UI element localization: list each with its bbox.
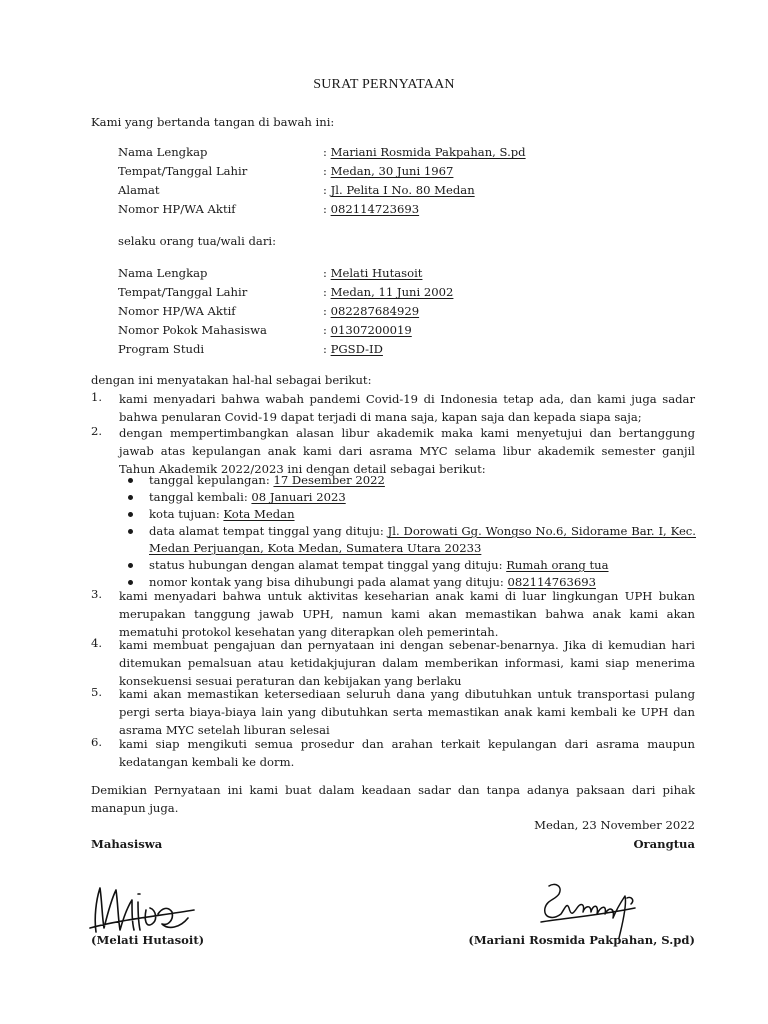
student-birth-value: : Medan, 11 Juni 2002 bbox=[323, 285, 454, 299]
parent-birth-value: : Medan, 30 Juni 1967 bbox=[323, 164, 454, 178]
bullet-icon bbox=[128, 495, 133, 500]
item-number: 3. bbox=[91, 587, 103, 601]
student-name-signed: (Melati Hutasoit) bbox=[91, 933, 205, 947]
student-program-value: : PGSD-ID bbox=[323, 342, 383, 356]
detail-item: tanggal kembali: 08 Januari 2023 bbox=[128, 489, 696, 506]
bullet-icon bbox=[128, 580, 133, 585]
student-npm-label: Nomor Pokok Mahasiswa bbox=[118, 323, 267, 337]
place-date: Medan, 23 November 2022 bbox=[534, 818, 695, 832]
item-number: 6. bbox=[91, 735, 103, 749]
detail-item: nomor kontak yang bisa dihubungi pada alamat yang dituju: 082114763693 bbox=[128, 574, 696, 591]
detail-item: kota tujuan: Kota Medan bbox=[128, 506, 696, 523]
item-number: 1. bbox=[91, 390, 103, 404]
detail-item: tanggal kepulangan: 17 Desember 2022 bbox=[128, 472, 696, 489]
bullet-icon bbox=[128, 529, 133, 534]
parent-phone-label: Nomor HP/WA Aktif bbox=[118, 202, 236, 216]
student-phone-value: : 082287684929 bbox=[323, 304, 420, 318]
student-birth-label: Tempat/Tanggal Lahir bbox=[118, 285, 248, 299]
parent-role: Orangtua bbox=[633, 837, 695, 851]
statement-intro: dengan ini menyatakan hal-hal sebagai berikut: bbox=[91, 373, 372, 387]
statement-item-4: kami membuat pengajuan dan pernyataan ini dengan sebenar-benarnya. Jika di kemudian hari ditemukan pemalsuan atau ketidakjujuran dalam memberikan informasi, kami siap menerima konsekuensi sesuai peraturan dan kebijakan yang berlaku bbox=[119, 638, 695, 688]
parent-birth-label: Tempat/Tanggal Lahir bbox=[118, 164, 248, 178]
parent-phone-value: : 082114723693 bbox=[323, 202, 420, 216]
item-number: 5. bbox=[91, 685, 103, 699]
document-title: SURAT PERNYATAAN bbox=[313, 77, 455, 92]
parent-name-signed: (Mariani Rosmida Pakpahan, S.pd) bbox=[468, 933, 695, 947]
student-program-label: Program Studi bbox=[118, 342, 205, 356]
detail-item: status hubungan dengan alamat tempat tinggal yang dituju: Rumah orang tua bbox=[128, 557, 696, 574]
parent-address-label: Alamat bbox=[118, 183, 160, 197]
bullet-icon bbox=[128, 563, 133, 568]
intro-text: Kami yang bertanda tangan di bawah ini: bbox=[91, 115, 335, 129]
statement-item-6: kami siap mengikuti semua prosedur dan arahan terkait kepulangan dari asrama maupun kedatangan kembali ke dorm. bbox=[119, 737, 695, 769]
student-name-label: Nama Lengkap bbox=[118, 266, 208, 280]
parent-name-value: : Mariani Rosmida Pakpahan, S.pd bbox=[323, 145, 526, 159]
item-number: 2. bbox=[91, 424, 103, 438]
item-number: 4. bbox=[91, 636, 103, 650]
parent-address-value: : Jl. Pelita I No. 80 Medan bbox=[323, 183, 475, 197]
parent-name-label: Nama Lengkap bbox=[118, 145, 208, 159]
student-phone-label: Nomor HP/WA Aktif bbox=[118, 304, 236, 318]
statement-item-2: dengan mempertimbangkan alasan libur akademik maka kami menyetujui dan bertanggung jawab atas kepulangan anak kami dari asrama MYC selama libur akademik semester ganjil Tahun Akademik 2022/2023 ini dengan detail sebagai berikut: bbox=[119, 426, 695, 476]
statement-item-1: kami menyadari bahwa wabah pandemi Covid-19 di Indonesia tetap ada, dan kami juga sadar bahwa penularan Covid-19 dapat terjadi di mana saja, kapan saja dan kepada siapa saja; bbox=[119, 392, 695, 424]
student-name-value: : Melati Hutasoit bbox=[323, 266, 423, 280]
detail-list bbox=[128, 472, 696, 591]
student-npm-value: : 01307200019 bbox=[323, 323, 412, 337]
statement-item-5: kami akan memastikan ketersediaan seluruh dana yang dibutuhkan untuk transportasi pulang pergi serta biaya-biaya lain yang dibutuhkan serta memastikan anak kami kembali ke UPH dan asrama MYC setelah liburan selesai bbox=[119, 687, 695, 737]
student-role: Mahasiswa bbox=[91, 837, 163, 851]
closing-text: Demikian Pernyataan ini kami buat dalam keadaan sadar dan tanpa adanya paksaan dari pihak manapun juga. bbox=[91, 783, 695, 815]
statement-item-3: kami menyadari bahwa untuk aktivitas keseharian anak kami di luar lingkungan UPH bukan merupakan tanggung jawab UPH, namun kami akan memastikan bahwa anak kami akan mematuhi protokol kesehatan yang diterapkan oleh pemerintah. bbox=[119, 589, 695, 639]
detail-item: data alamat tempat tinggal yang dituju: Jl. Dorowati Gg. Wongso No.6, Sidorame Bar. I, Kec. Medan Perjuangan, Kota Medan, Sumatera Utara 20233 bbox=[128, 523, 696, 557]
bullet-icon bbox=[128, 478, 133, 483]
bullet-icon bbox=[128, 512, 133, 517]
guardian-text: selaku orang tua/wali dari: bbox=[118, 234, 276, 248]
